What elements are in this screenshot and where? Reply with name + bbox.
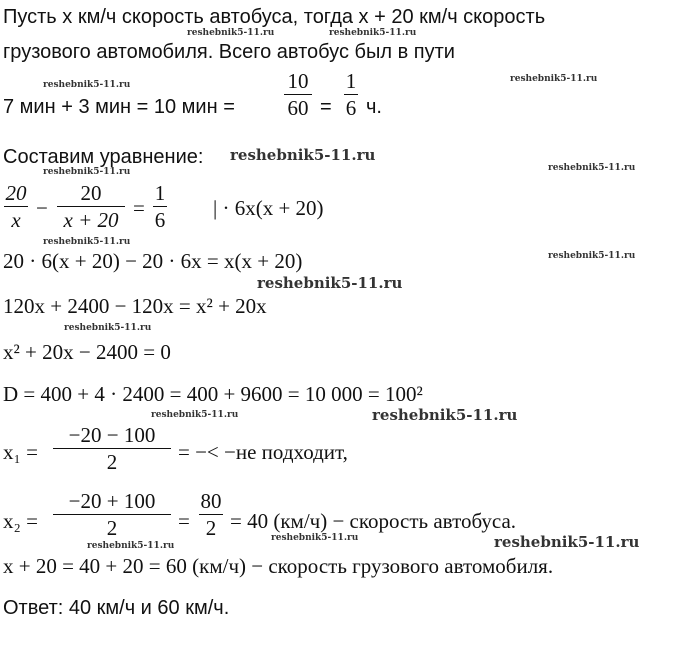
fraction-numerator: 20 — [80, 181, 102, 205]
fraction-20-x-plus-20 — [56, 182, 126, 231]
watermark: reshebnik5-11.ru — [510, 74, 598, 84]
fraction-numerator: 1 — [154, 181, 166, 205]
fraction-x1 — [52, 424, 172, 473]
watermark: reshebnik5-11.ru — [230, 146, 376, 164]
watermark: reshebnik5-11.ru — [372, 406, 518, 424]
watermark: reshebnik5-11.ru — [43, 80, 131, 90]
fraction-numerator: 20 — [5, 181, 27, 205]
intro-line-2: грузового автомобиля. Всего автобус был в пути — [3, 41, 455, 63]
compose-heading: Составим уравнение: — [3, 146, 204, 168]
fraction-denominator: x + 20 — [63, 208, 119, 232]
x1-label: x₁ = — [3, 440, 38, 464]
watermark: reshebnik5-11.ru — [64, 323, 152, 333]
fraction-denominator: 2 — [106, 516, 118, 540]
fraction-numerator: 80 — [200, 489, 222, 513]
fraction-numerator: 10 — [287, 69, 309, 93]
watermark: reshebnik5-11.ru — [548, 163, 636, 173]
fraction-denominator: 6 — [154, 208, 166, 232]
x2-result: = 40 (км/ч) − скорость автобуса. — [230, 509, 517, 533]
time-unit: ч. — [366, 96, 382, 118]
watermark: reshebnik5-11.ru — [494, 533, 640, 551]
fraction-20-x — [3, 182, 29, 231]
watermark: reshebnik5-11.ru — [43, 167, 131, 177]
watermark: reshebnik5-11.ru — [271, 533, 359, 543]
fraction-x2 — [52, 490, 172, 539]
time-equation-lhs: 7 мин + 3 мин = 10 мин = — [3, 96, 235, 118]
intro-line-1: Пусть x км/ч скорость автобуса, тогда x + 20 км/ч скорость — [3, 6, 546, 28]
step-expand: 20 · 6(x + 20) − 20 · 6x = x(x + 20) — [3, 249, 303, 273]
step-simplify: 120x + 2400 − 120x = x² + 20x — [3, 294, 267, 318]
fraction-denominator: 60 — [287, 96, 309, 120]
fraction-numerator: −20 − 100 — [68, 423, 156, 447]
watermark: reshebnik5-11.ru — [151, 410, 239, 420]
x2-label: x₂ = — [3, 509, 38, 533]
x1-result: = −< −не подходит, — [178, 440, 348, 464]
equation-multiplier: | · 6x(x + 20) — [213, 196, 324, 220]
discriminant-line: D = 400 + 4 · 2400 = 400 + 9600 = 10 000 = 100² — [3, 382, 423, 406]
truck-speed-line: x + 20 = 40 + 20 = 60 (км/ч) − скорость грузового автомобиля. — [3, 554, 554, 578]
time-equals: = — [320, 96, 332, 118]
step-quadratic: x² + 20x − 2400 = 0 — [3, 340, 171, 364]
watermark: reshebnik5-11.ru — [187, 28, 275, 38]
fraction-1-6-eq — [152, 182, 168, 231]
x2-equals: = — [178, 509, 190, 533]
watermark: reshebnik5-11.ru — [87, 541, 175, 551]
answer-line: Ответ: 40 км/ч и 60 км/ч. — [3, 597, 230, 619]
fraction-denominator: 6 — [345, 96, 357, 120]
fraction-denominator: x — [11, 208, 21, 232]
fraction-10-60 — [283, 70, 313, 119]
fraction-numerator: −20 + 100 — [68, 489, 156, 513]
watermark: reshebnik5-11.ru — [257, 274, 403, 292]
watermark: reshebnik5-11.ru — [43, 237, 131, 247]
fraction-80-2 — [198, 490, 224, 539]
fraction-1-6 — [343, 70, 359, 119]
fraction-numerator: 1 — [345, 69, 357, 93]
watermark: reshebnik5-11.ru — [548, 251, 636, 261]
fraction-denominator: 2 — [106, 450, 118, 474]
equation-minus: − — [36, 196, 48, 220]
watermark: reshebnik5-11.ru — [329, 28, 417, 38]
fraction-denominator: 2 — [205, 516, 217, 540]
equation-equals: = — [133, 196, 145, 220]
